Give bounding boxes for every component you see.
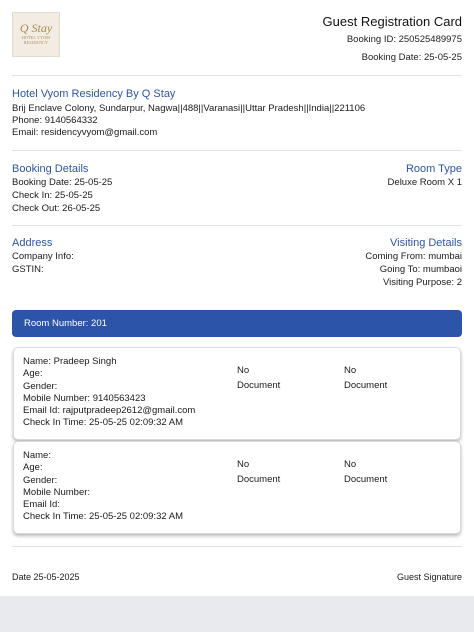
divider xyxy=(12,225,462,226)
hotel-address: Brij Enclave Colony, Sundarpur, Nagwa||488||Varanasi||Uttar Pradesh||India||221106 xyxy=(12,103,366,114)
room-type-value: Deluxe Room X 1 xyxy=(387,177,462,188)
booking-details-title: Booking Details xyxy=(12,163,89,175)
doc-status: No xyxy=(237,459,250,470)
doc-status: No xyxy=(344,365,357,376)
room-type-title: Room Type xyxy=(405,163,462,175)
doc-label: Document xyxy=(344,473,388,485)
doc-label: Document xyxy=(344,379,388,391)
address-title: Address xyxy=(12,237,53,249)
divider xyxy=(12,75,462,76)
logo-mark: Q Stay xyxy=(19,21,53,35)
visiting-details-title: Visiting Details xyxy=(390,237,462,249)
guest-gender: Gender: xyxy=(23,474,58,486)
guest-document-front xyxy=(237,364,280,393)
guest-info xyxy=(23,356,195,430)
guest-age: Age: xyxy=(23,462,43,474)
booking-date: Booking Date: 25-05-25 xyxy=(12,177,113,188)
going-to: Going To: mumbaoi xyxy=(379,264,462,275)
guest-name: Name: xyxy=(23,450,51,461)
check-out-date: Check Out: 26-05-25 xyxy=(12,203,101,214)
check-in-date: Check In: 25-05-25 xyxy=(12,190,93,201)
hotel-name: Hotel Vyom Residency By Q Stay xyxy=(12,88,176,100)
booking-id: Booking ID: 250525489975 xyxy=(346,34,462,45)
room-number-bar xyxy=(12,310,462,337)
coming-from: Coming From: mumbai xyxy=(365,251,462,262)
footer-date: Date 25-05-2025 xyxy=(12,572,80,582)
guest-email: Email Id: xyxy=(23,499,60,511)
company-info: Company Info: xyxy=(12,251,74,262)
guest-checkin-time: Check In Time: 25-05-25 02:09:32 AM xyxy=(23,511,184,523)
guest-email: Email Id: rajputpradeep2612@gmail.com xyxy=(23,405,196,417)
page-title: Guest Registration Card xyxy=(322,14,462,29)
header-booking-date: Booking Date: 25-05-25 xyxy=(361,52,462,63)
guest-mobile: Mobile Number: 9140563423 xyxy=(23,392,146,404)
hotel-phone: Phone: 9140564332 xyxy=(12,115,98,126)
divider xyxy=(12,150,462,151)
hotel-email: Email: residencyvyom@gmail.com xyxy=(12,127,158,138)
guest-age: Age: xyxy=(23,368,43,380)
guest-gender: Gender: xyxy=(23,380,58,392)
guest-document-back xyxy=(344,458,387,487)
guest-info xyxy=(23,450,183,524)
hotel-logo xyxy=(12,12,60,57)
guest-card xyxy=(13,441,461,534)
doc-label: Document xyxy=(237,379,281,391)
guest-checkin-time: Check In Time: 25-05-25 02:09:32 AM xyxy=(23,417,184,429)
guest-name: Name: Pradeep Singh xyxy=(23,356,117,367)
room-number: Room Number: 201 xyxy=(24,318,107,329)
logo-subtitle: HOTEL VYOM RESIDENCY xyxy=(21,35,51,45)
gstin: GSTIN: xyxy=(12,264,44,275)
guest-mobile: Mobile Number: xyxy=(23,486,91,498)
guest-card xyxy=(13,347,461,440)
doc-status: No xyxy=(344,459,357,470)
guest-signature: Guest Signature xyxy=(396,572,462,582)
doc-label: Document xyxy=(237,473,281,485)
guest-document-back xyxy=(344,364,387,393)
doc-status: No xyxy=(237,365,250,376)
divider xyxy=(12,546,462,547)
guest-document-front xyxy=(237,458,280,487)
visiting-purpose: Visiting Purpose: 2 xyxy=(382,277,462,288)
